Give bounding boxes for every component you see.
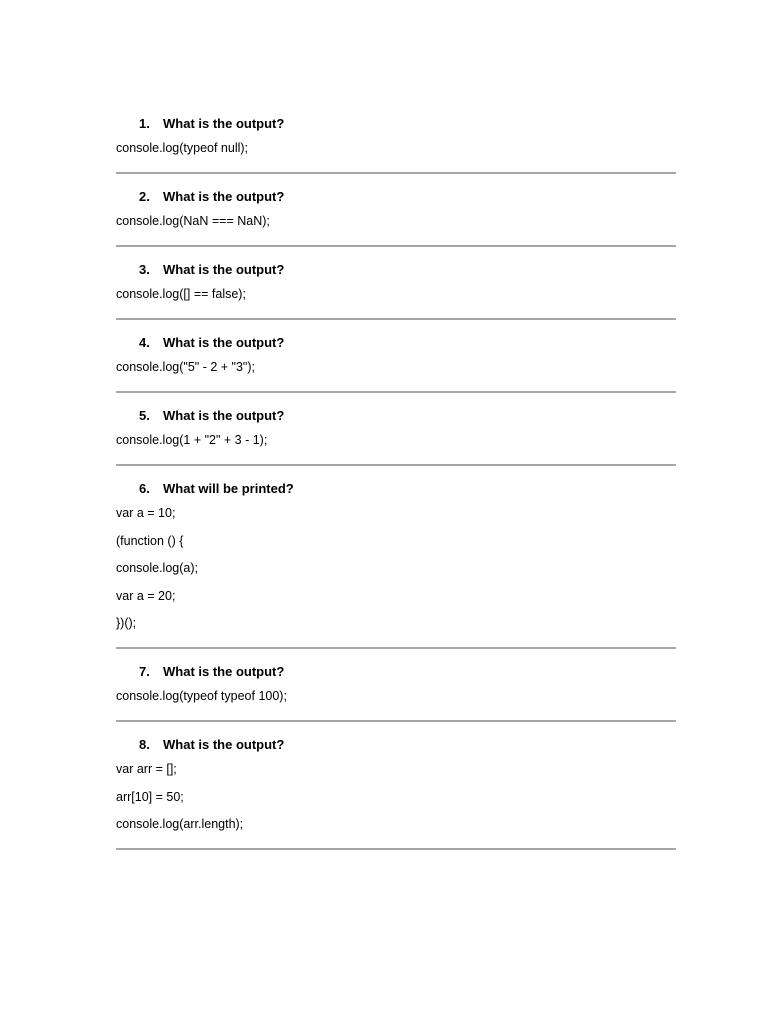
question-8 <box>116 735 676 850</box>
question-number: 5. <box>139 407 150 423</box>
question-heading <box>139 662 676 680</box>
code-line: console.log("5" - 2 + "3"); <box>116 360 255 374</box>
code-line: console.log(typeof typeof 100); <box>116 689 287 703</box>
question-heading <box>139 260 676 278</box>
code-line: console.log(arr.length); <box>116 817 244 831</box>
question-title: What is the output? <box>163 407 285 423</box>
question-heading <box>139 479 676 497</box>
code-line: console.log(1 + "2" + 3 - 1); <box>116 433 268 447</box>
document-page <box>116 114 676 863</box>
divider <box>116 318 676 320</box>
question-heading <box>139 187 676 205</box>
code-line: var a = 20; <box>116 588 176 603</box>
question-number: 2. <box>139 188 150 204</box>
divider <box>116 848 676 850</box>
question-number: 4. <box>139 334 150 350</box>
question-title: What is the output? <box>163 334 285 350</box>
code-line: console.log(NaN === NaN); <box>116 214 270 228</box>
divider <box>116 647 676 649</box>
question-heading <box>139 735 676 753</box>
code-line: console.log(typeof null); <box>116 141 249 155</box>
question-heading <box>139 114 676 132</box>
question-6 <box>116 479 676 649</box>
question-number: 3. <box>139 261 150 277</box>
question-title: What is the output? <box>163 261 285 277</box>
divider <box>116 464 676 466</box>
divider <box>116 391 676 393</box>
divider <box>116 245 676 247</box>
divider <box>116 172 676 174</box>
code-line: console.log([] == false); <box>116 287 246 301</box>
code-line: var arr = []; <box>116 762 177 776</box>
question-heading <box>139 333 676 351</box>
question-1 <box>116 114 676 174</box>
question-5 <box>116 406 676 466</box>
question-heading <box>139 406 676 424</box>
question-number: 6. <box>139 480 150 496</box>
question-7 <box>116 662 676 722</box>
question-title: What will be printed? <box>163 480 294 496</box>
code-line: var a = 10; <box>116 506 176 520</box>
question-title: What is the output? <box>163 663 285 679</box>
question-number: 7. <box>139 663 150 679</box>
divider <box>116 720 676 722</box>
question-title: What is the output? <box>163 115 285 131</box>
question-title: What is the output? <box>163 736 285 752</box>
code-line: console.log(a); <box>116 561 198 575</box>
code-line: })(); <box>116 616 137 630</box>
code-line: arr[10] = 50; <box>116 789 184 804</box>
question-2 <box>116 187 676 247</box>
code-line: (function () { <box>116 533 184 548</box>
question-3 <box>116 260 676 320</box>
question-4 <box>116 333 676 393</box>
question-number: 1. <box>139 115 150 131</box>
question-number: 8. <box>139 736 150 752</box>
question-title: What is the output? <box>163 188 285 204</box>
